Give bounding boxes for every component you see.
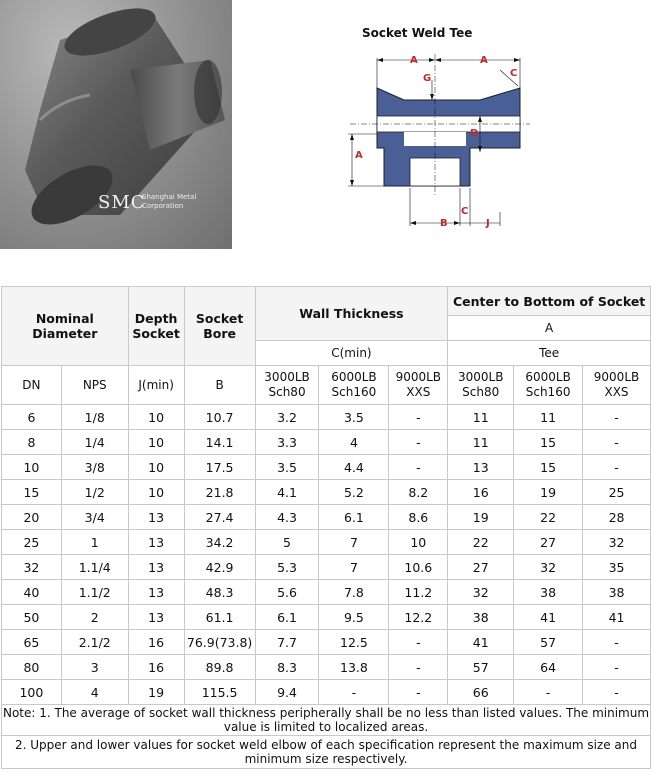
table-cell: 41 (448, 630, 514, 655)
header-wall-thickness: Wall Thickness (255, 287, 448, 341)
table-cell: 13 (128, 555, 184, 580)
table-cell: - (583, 405, 651, 430)
table-cell: - (389, 405, 448, 430)
table-cell: 89.8 (184, 655, 255, 680)
label-b: B (440, 218, 448, 229)
table-cell: 38 (448, 605, 514, 630)
table-cell: 27.4 (184, 505, 255, 530)
header-ct-9000: 9000LB XXS (583, 366, 651, 405)
header-nominal-diameter: Nominal Diameter (2, 287, 129, 366)
table-cell: - (583, 630, 651, 655)
table-body (2, 405, 651, 705)
label-j: J (486, 218, 490, 229)
header-c-min: C(min) (255, 341, 448, 366)
table-cell: 8.6 (389, 505, 448, 530)
table-cell: 10.7 (184, 405, 255, 430)
table-cell: 7 (319, 530, 389, 555)
table-cell: 10 (2, 455, 62, 480)
note-2: 2. Upper and lower values for socket weld elbow of each specification represent the maximum size and minimum size respectively. (2, 736, 651, 769)
table-cell: 7.7 (255, 630, 319, 655)
table-cell: - (583, 430, 651, 455)
table-cell: 10 (128, 480, 184, 505)
table-cell: 1/8 (61, 405, 128, 430)
table-row (2, 405, 651, 430)
table-cell: 12.2 (389, 605, 448, 630)
header-j-min: J(min) (128, 366, 184, 405)
table-cell: 64 (514, 655, 583, 680)
table-cell: 48.3 (184, 580, 255, 605)
table-cell: 7.8 (319, 580, 389, 605)
table-cell: 13 (128, 580, 184, 605)
table-cell: - (389, 430, 448, 455)
table-cell: 10 (389, 530, 448, 555)
table-cell: 6.1 (319, 505, 389, 530)
table-cell: 10 (128, 430, 184, 455)
table-cell: 1/2 (61, 480, 128, 505)
table-cell: 34.2 (184, 530, 255, 555)
table-cell: 3.5 (255, 455, 319, 480)
table-cell: 10.6 (389, 555, 448, 580)
table-cell: 22 (448, 530, 514, 555)
header-dn: DN (2, 366, 62, 405)
table-cell: 1 (61, 530, 128, 555)
table-cell: 22 (514, 505, 583, 530)
diagram-title: Socket Weld Tee (362, 26, 473, 40)
table-cell: 9.4 (255, 680, 319, 705)
smc-logo-subtitle (142, 193, 196, 211)
table-cell: 41 (583, 605, 651, 630)
table-row (2, 430, 651, 455)
table-cell: 4.4 (319, 455, 389, 480)
table-cell: 10 (128, 405, 184, 430)
header-wt-3000: 3000LB Sch80 (255, 366, 319, 405)
table-cell: 20 (2, 505, 62, 530)
table-row (2, 505, 651, 530)
table-cell: 11 (448, 430, 514, 455)
table-cell: 13 (128, 530, 184, 555)
table-cell: 3.2 (255, 405, 319, 430)
table-cell: 7 (319, 555, 389, 580)
table-cell: 16 (448, 480, 514, 505)
table-cell: 50 (2, 605, 62, 630)
table-cell: 9.5 (319, 605, 389, 630)
table-cell: - (583, 655, 651, 680)
table-cell: 57 (514, 630, 583, 655)
table-row (2, 555, 651, 580)
dimension-table (1, 286, 651, 769)
table-cell: - (319, 680, 389, 705)
table-cell: 25 (583, 480, 651, 505)
table-cell: 19 (514, 480, 583, 505)
table-cell: 3 (61, 655, 128, 680)
table-cell: - (583, 455, 651, 480)
table-cell: 2.1/2 (61, 630, 128, 655)
table-cell: - (389, 630, 448, 655)
header-nps: NPS (61, 366, 128, 405)
table-cell: 12.5 (319, 630, 389, 655)
label-a-left: A (355, 150, 363, 161)
tee-dimension-diagram (340, 40, 540, 240)
table-cell: 35 (583, 555, 651, 580)
table-cell: 32 (2, 555, 62, 580)
table-cell: - (389, 680, 448, 705)
table-cell: 13 (448, 455, 514, 480)
table-cell: 4.1 (255, 480, 319, 505)
table-cell: - (389, 455, 448, 480)
table-cell: 3/4 (61, 505, 128, 530)
table-cell: 13.8 (319, 655, 389, 680)
table-cell: 25 (2, 530, 62, 555)
table-cell: 14.1 (184, 430, 255, 455)
table-cell: 21.8 (184, 480, 255, 505)
table-cell: 5 (255, 530, 319, 555)
table-row (2, 480, 651, 505)
table-cell: 1.1/2 (61, 580, 128, 605)
table-cell: 13 (128, 505, 184, 530)
table-row (2, 605, 651, 630)
table-row (2, 530, 651, 555)
table-cell: 4.3 (255, 505, 319, 530)
table-row (2, 680, 651, 705)
table-cell: 38 (583, 580, 651, 605)
table-cell: 41 (514, 605, 583, 630)
table-cell: 4 (319, 430, 389, 455)
table-cell: 17.5 (184, 455, 255, 480)
table-cell: 3.5 (319, 405, 389, 430)
table-cell: 80 (2, 655, 62, 680)
smc-logo: SMC (98, 192, 146, 213)
header-center-to-bottom: Center to Bottom of Socket (448, 287, 651, 316)
table-cell: 66 (448, 680, 514, 705)
label-a-top-right: A (480, 55, 488, 66)
table-cell: 5.6 (255, 580, 319, 605)
table-cell: 6.1 (255, 605, 319, 630)
table-cell: 2 (61, 605, 128, 630)
table-cell: 1.1/4 (61, 555, 128, 580)
table-cell: 6 (2, 405, 62, 430)
table-cell: 38 (514, 580, 583, 605)
table-cell: 42.9 (184, 555, 255, 580)
table-cell: 76.9(73.8) (184, 630, 255, 655)
table-cell: 32 (583, 530, 651, 555)
table-cell: 19 (128, 680, 184, 705)
table-cell: 32 (448, 580, 514, 605)
table-cell: 57 (448, 655, 514, 680)
label-a-top-left: A (410, 55, 418, 66)
table-cell: - (583, 680, 651, 705)
table-cell: 8.3 (255, 655, 319, 680)
table-cell: 115.5 (184, 680, 255, 705)
table-cell: 15 (514, 455, 583, 480)
label-g: G (423, 73, 432, 84)
table-cell: 40 (2, 580, 62, 605)
table-cell: 4 (61, 680, 128, 705)
table-cell: 13 (128, 605, 184, 630)
header-b: B (184, 366, 255, 405)
table-cell: 11.2 (389, 580, 448, 605)
table-cell: - (389, 655, 448, 680)
header-wt-9000: 9000LB XXS (389, 366, 448, 405)
label-d: D (470, 128, 479, 139)
logo-sub-line2: Corporation (142, 202, 184, 210)
table-cell: 3/8 (61, 455, 128, 480)
table-cell: 8 (2, 430, 62, 455)
table-cell: 8.2 (389, 480, 448, 505)
table-cell: 15 (2, 480, 62, 505)
table-cell: 16 (128, 655, 184, 680)
table-row (2, 580, 651, 605)
product-photo (0, 0, 232, 249)
table-cell: 5.3 (255, 555, 319, 580)
table-row (2, 655, 651, 680)
table-cell: 27 (448, 555, 514, 580)
header-tee: Tee (448, 341, 651, 366)
label-c-bottom: C (461, 206, 469, 217)
table-row (2, 630, 651, 655)
table-row (2, 455, 651, 480)
table-cell: 1/4 (61, 430, 128, 455)
header-wt-6000: 6000LB Sch160 (319, 366, 389, 405)
note-1: Note: 1. The average of socket wall thickness peripherally shall be no less than listed values. The minimum value is limited to localized areas. (2, 706, 650, 734)
header-a: A (448, 316, 651, 341)
table-cell: 32 (514, 555, 583, 580)
table-cell: 5.2 (319, 480, 389, 505)
label-c-top: C (510, 68, 518, 79)
table-cell: 16 (128, 630, 184, 655)
table-cell: 10 (128, 455, 184, 480)
header-ct-6000: 6000LB Sch160 (514, 366, 583, 405)
table-cell: 28 (583, 505, 651, 530)
logo-sub-line1: Shanghai Metal (142, 193, 197, 201)
table-cell: 11 (514, 405, 583, 430)
table-cell: 11 (448, 405, 514, 430)
header-socket-bore: Socket Bore (184, 287, 255, 366)
table-cell: 27 (514, 530, 583, 555)
table-cell: - (514, 680, 583, 705)
table-cell: 15 (514, 430, 583, 455)
table-cell: 65 (2, 630, 62, 655)
table-cell: 19 (448, 505, 514, 530)
header-depth-socket: Depth Socket (128, 287, 184, 366)
header-ct-3000: 3000LB Sch80 (448, 366, 514, 405)
table-cell: 61.1 (184, 605, 255, 630)
table-cell: 3.3 (255, 430, 319, 455)
table-cell: 100 (2, 680, 62, 705)
